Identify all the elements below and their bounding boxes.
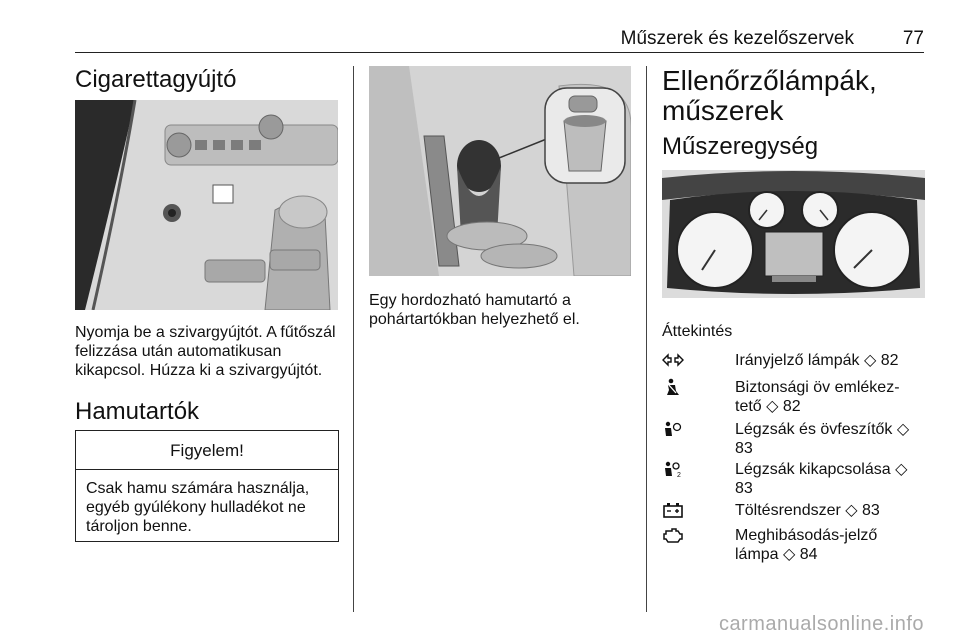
heading-instrument-cluster: Műszeregység (662, 133, 819, 160)
turn-signal-icon (662, 351, 684, 369)
page-header (75, 28, 924, 53)
heading-warning-lamps: Ellenőrzőlámpák, műszerek (662, 65, 877, 126)
warning-title: Figyelem! (76, 431, 338, 470)
lighter-text: Nyomja be a szivargyújtót. A fűtőszál felizzása után automatikusan kikapcsol. Húzza ki a szivargyújtót. (75, 324, 336, 379)
heading-cigarette-lighter: Cigarettagyújtó (75, 66, 237, 93)
lamp-text-turn-signal: Irányjelző lámpák ◇ 82 (735, 352, 899, 369)
warning-box (75, 430, 339, 542)
battery-icon (662, 501, 684, 519)
heading-ashtrays: Hamutartók (75, 398, 200, 425)
lamp-text-battery: Töltésrendszer ◇ 83 (735, 502, 880, 519)
lamp-text-seatbelt: Biztonsági öv emlékez-tető ◇ 82 (735, 379, 900, 415)
seatbelt-icon (662, 378, 684, 396)
column-divider-1 (353, 66, 354, 612)
lamp-text-airbag: Légzsák és övfeszítők ◇ 83 (735, 421, 910, 457)
airbag-off-icon (662, 460, 684, 478)
instrument-cluster-drawing (662, 170, 925, 298)
ashtray-drawing (369, 66, 631, 276)
ashtray-illustration (369, 66, 631, 276)
engine-check-icon (662, 526, 684, 544)
warning-text: Csak hamu számára használja, egyéb gyúlékony hulladékot ne tároljon benne. (86, 480, 310, 535)
page-header-title: Műszerek és kezelőszervek (620, 28, 854, 49)
instrument-cluster-illustration (662, 170, 925, 298)
airbag-icon (662, 420, 684, 438)
ashtray-caption: Egy hordozható hamutartó a pohártartókban helyezhető el. (369, 292, 580, 328)
svg-text:2: 2 (677, 472, 681, 478)
watermark: carmanualsonline.info (718, 613, 924, 635)
page-number: 77 (902, 28, 924, 49)
lamp-text-engine-check: Meghibásodás-jelző lámpa ◇ 84 (735, 527, 878, 563)
lighter-drawing (75, 100, 338, 310)
lighter-illustration (75, 100, 338, 310)
lamp-text-airbag-off: Légzsák kikapcsolása ◇ 83 (735, 461, 908, 497)
overview-heading: Áttekintés (662, 323, 733, 340)
column-divider-2 (646, 66, 647, 612)
